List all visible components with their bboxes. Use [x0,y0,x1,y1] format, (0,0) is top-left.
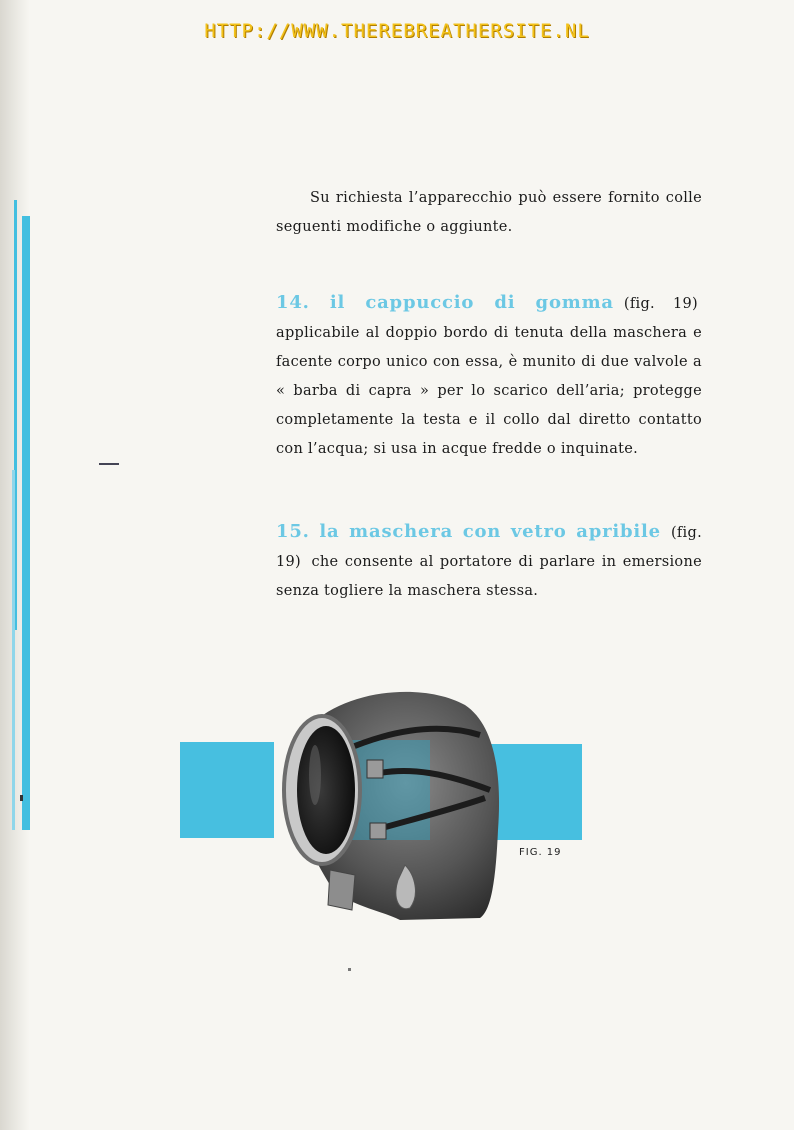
cyan-panel-left [180,742,274,838]
intro-text: Su richiesta l’apparecchio può essere fornito colle seguenti modifiche o aggiunte. [276,190,702,235]
ink-speck [348,968,351,971]
intro-paragraph [276,184,702,242]
cyan-edge-strip [22,216,30,830]
cyan-panel-right [488,744,582,840]
section-15 [276,517,702,606]
section-14-fig-ref: (fig. 19) [623,296,698,312]
section-15-heading: 15. la maschera con vetro apribile [276,521,661,542]
section-15-body: che consente al portatore di parlare in emersione senza togliere la maschera stessa. [276,554,702,599]
section-14 [276,288,702,464]
glass-reflection [309,745,321,805]
buckle [367,760,383,778]
watermark-url: HTTP://WWW.THEREBREATHERSITE.NL [204,20,590,42]
section-14-body: applicabile al doppio bordo di tenuta della maschera e facente corpo unico con essa, è munito di due valvole a « barba di capra » per lo scarico dell’aria; protegge completamente la testa e il collo dal diretto contatto con l’acqua; si usa in acque fredde o inquinate. [276,325,702,457]
cyan-edge-strip-lower [12,470,15,830]
faceplate-glass [297,726,355,854]
figure-caption: FIG. 19 [519,847,562,858]
rubber-hood-mask-figure [180,680,582,925]
buckle [370,823,386,839]
section-14-heading: 14. il cappuccio di gomma [276,292,614,313]
exhaust-valve [328,870,355,910]
ink-speck [99,463,119,465]
section-15-fig-ref: (fig. 19) [276,525,702,570]
ink-speck [20,795,23,801]
